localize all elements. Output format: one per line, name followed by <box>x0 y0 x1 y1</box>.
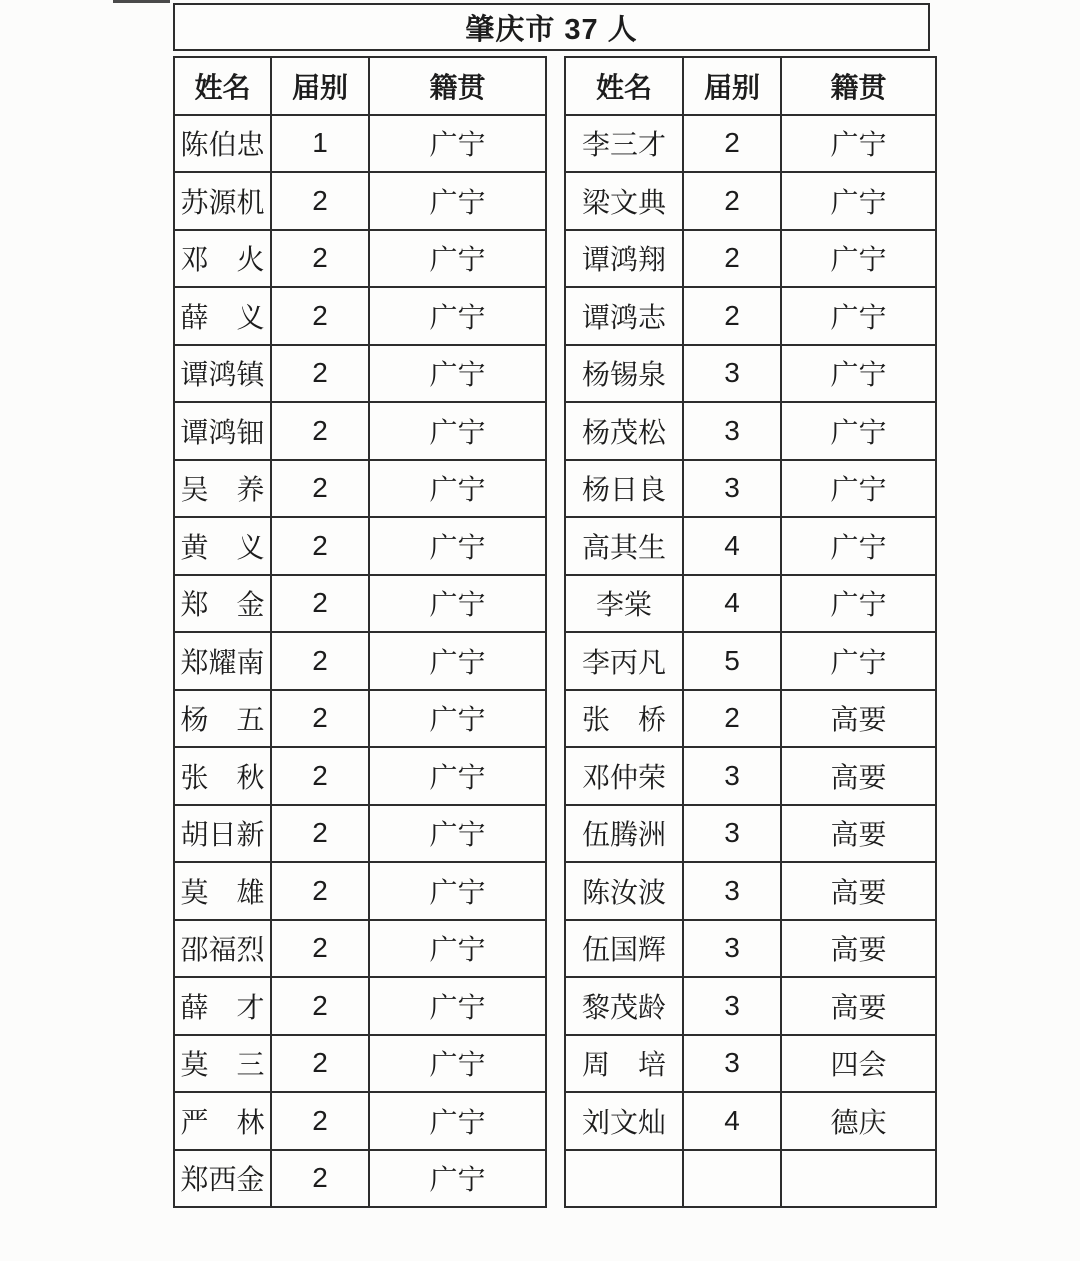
origin-cell: 高要 <box>781 920 936 978</box>
table-row <box>174 402 546 460</box>
scan-artifact-line <box>113 0 170 3</box>
table-row <box>565 747 936 805</box>
class-cell: 2 <box>271 805 369 863</box>
roster-sheet <box>173 3 930 1208</box>
origin-cell: 广宁 <box>369 805 546 863</box>
name-cell: 谭鸿镇 <box>174 345 271 403</box>
name-cell: 陈伯忠 <box>174 115 271 173</box>
origin-cell: 广宁 <box>369 1092 546 1150</box>
class-cell: 2 <box>683 115 781 173</box>
class-cell: 2 <box>271 1035 369 1093</box>
table-row <box>565 632 936 690</box>
origin-cell: 广宁 <box>369 517 546 575</box>
table-row <box>174 287 546 345</box>
origin-cell: 广宁 <box>781 287 936 345</box>
origin-cell: 广宁 <box>781 460 936 518</box>
table-row <box>174 345 546 403</box>
class-cell: 3 <box>683 1035 781 1093</box>
origin-cell: 广宁 <box>369 920 546 978</box>
class-cell: 2 <box>271 230 369 288</box>
class-cell <box>683 1150 781 1208</box>
origin-cell: 广宁 <box>369 115 546 173</box>
table-row <box>565 460 936 518</box>
name-cell: 郑耀南 <box>174 632 271 690</box>
name-cell: 刘文灿 <box>565 1092 683 1150</box>
class-cell: 2 <box>683 230 781 288</box>
name-cell: 梁文典 <box>565 172 683 230</box>
class-cell: 2 <box>683 287 781 345</box>
class-cell: 2 <box>271 1150 369 1208</box>
table-row <box>565 1035 936 1093</box>
origin-cell: 广宁 <box>781 115 936 173</box>
name-cell: 苏源机 <box>174 172 271 230</box>
table-row <box>174 977 546 1035</box>
name-cell: 邓仲荣 <box>565 747 683 805</box>
origin-cell: 广宁 <box>369 747 546 805</box>
name-cell: 郑 金 <box>174 575 271 633</box>
class-cell: 2 <box>271 747 369 805</box>
table-row <box>174 575 546 633</box>
class-cell: 3 <box>683 402 781 460</box>
origin-cell: 广宁 <box>369 690 546 748</box>
class-cell: 4 <box>683 517 781 575</box>
name-cell: 周 培 <box>565 1035 683 1093</box>
table-row <box>174 460 546 518</box>
class-cell: 3 <box>683 805 781 863</box>
class-cell: 2 <box>271 632 369 690</box>
table-row <box>174 1035 546 1093</box>
table-row <box>174 632 546 690</box>
origin-cell: 广宁 <box>369 1035 546 1093</box>
class-cell: 5 <box>683 632 781 690</box>
origin-cell: 高要 <box>781 805 936 863</box>
origin-cell: 广宁 <box>369 345 546 403</box>
table-row <box>565 575 936 633</box>
roster-table-left <box>173 56 547 1208</box>
table-row <box>565 690 936 748</box>
name-cell: 张 桥 <box>565 690 683 748</box>
class-cell: 3 <box>683 460 781 518</box>
table-row <box>174 115 546 173</box>
header-row <box>565 57 936 115</box>
name-cell: 吴 养 <box>174 460 271 518</box>
origin-cell: 广宁 <box>781 345 936 403</box>
table-row <box>565 862 936 920</box>
origin-cell: 广宁 <box>369 575 546 633</box>
class-cell: 3 <box>683 345 781 403</box>
origin-cell: 广宁 <box>369 1150 546 1208</box>
name-cell: 李三才 <box>565 115 683 173</box>
header-row <box>174 57 546 115</box>
name-cell: 郑西金 <box>174 1150 271 1208</box>
name-cell: 杨 五 <box>174 690 271 748</box>
origin-cell: 广宁 <box>369 460 546 518</box>
origin-cell: 高要 <box>781 862 936 920</box>
name-cell: 谭鸿志 <box>565 287 683 345</box>
origin-cell: 广宁 <box>369 230 546 288</box>
origin-cell: 四会 <box>781 1035 936 1093</box>
origin-cell: 广宁 <box>369 977 546 1035</box>
class-cell: 1 <box>271 115 369 173</box>
name-cell: 高其生 <box>565 517 683 575</box>
table-row <box>174 747 546 805</box>
name-cell: 胡日新 <box>174 805 271 863</box>
origin-cell: 德庆 <box>781 1092 936 1150</box>
table-row <box>565 1150 936 1208</box>
name-cell: 莫 雄 <box>174 862 271 920</box>
roster-table-right <box>564 56 937 1208</box>
table-row <box>565 345 936 403</box>
table-row <box>174 230 546 288</box>
origin-cell: 广宁 <box>369 402 546 460</box>
table-row <box>174 1150 546 1208</box>
class-cell: 2 <box>683 690 781 748</box>
column-header-origin: 籍贯 <box>369 57 546 115</box>
table-row <box>565 402 936 460</box>
origin-cell: 广宁 <box>369 862 546 920</box>
table-row <box>565 115 936 173</box>
name-cell: 伍腾洲 <box>565 805 683 863</box>
table-row <box>565 805 936 863</box>
origin-cell: 广宁 <box>781 172 936 230</box>
table-row <box>565 287 936 345</box>
class-cell: 3 <box>683 920 781 978</box>
table-row <box>565 977 936 1035</box>
name-cell: 张 秋 <box>174 747 271 805</box>
origin-cell: 高要 <box>781 690 936 748</box>
name-cell: 陈汝波 <box>565 862 683 920</box>
class-cell: 2 <box>271 977 369 1035</box>
column-header-class: 届别 <box>271 57 369 115</box>
class-cell: 4 <box>683 1092 781 1150</box>
table-row <box>174 920 546 978</box>
table-row <box>174 517 546 575</box>
table-row <box>174 690 546 748</box>
class-cell: 3 <box>683 747 781 805</box>
table-title: 肇庆市 37 人 <box>173 3 930 51</box>
table-row <box>174 862 546 920</box>
name-cell: 黎茂龄 <box>565 977 683 1035</box>
class-cell: 2 <box>683 172 781 230</box>
class-cell: 2 <box>271 575 369 633</box>
origin-cell: 广宁 <box>781 575 936 633</box>
origin-cell: 广宁 <box>781 517 936 575</box>
class-cell: 2 <box>271 287 369 345</box>
table-row <box>174 1092 546 1150</box>
table-row <box>565 230 936 288</box>
column-header-name: 姓名 <box>174 57 271 115</box>
class-cell: 4 <box>683 575 781 633</box>
name-cell: 邓 火 <box>174 230 271 288</box>
class-cell: 2 <box>271 460 369 518</box>
class-cell: 2 <box>271 920 369 978</box>
origin-cell: 广宁 <box>369 287 546 345</box>
table-row <box>565 172 936 230</box>
class-cell: 2 <box>271 1092 369 1150</box>
name-cell: 杨锡泉 <box>565 345 683 403</box>
origin-cell: 广宁 <box>369 172 546 230</box>
name-cell: 谭鸿钿 <box>174 402 271 460</box>
table-row <box>565 517 936 575</box>
class-cell: 3 <box>683 862 781 920</box>
origin-cell: 广宁 <box>781 230 936 288</box>
class-cell: 2 <box>271 690 369 748</box>
class-cell: 2 <box>271 345 369 403</box>
column-header-name: 姓名 <box>565 57 683 115</box>
origin-cell: 广宁 <box>781 402 936 460</box>
column-header-class: 届别 <box>683 57 781 115</box>
origin-cell: 广宁 <box>369 632 546 690</box>
name-cell: 莫 三 <box>174 1035 271 1093</box>
name-cell: 伍国辉 <box>565 920 683 978</box>
origin-cell: 高要 <box>781 747 936 805</box>
name-cell: 邵福烈 <box>174 920 271 978</box>
name-cell: 杨日良 <box>565 460 683 518</box>
name-cell <box>565 1150 683 1208</box>
column-header-origin: 籍贯 <box>781 57 936 115</box>
class-cell: 2 <box>271 172 369 230</box>
table-row <box>565 1092 936 1150</box>
name-cell: 薛 才 <box>174 977 271 1035</box>
name-cell: 严 林 <box>174 1092 271 1150</box>
name-cell: 杨茂松 <box>565 402 683 460</box>
table-row <box>565 920 936 978</box>
name-cell: 李棠 <box>565 575 683 633</box>
name-cell: 谭鸿翔 <box>565 230 683 288</box>
origin-cell: 广宁 <box>781 632 936 690</box>
class-cell: 3 <box>683 977 781 1035</box>
table-row <box>174 172 546 230</box>
table-row <box>174 805 546 863</box>
name-cell: 薛 义 <box>174 287 271 345</box>
class-cell: 2 <box>271 862 369 920</box>
origin-cell <box>781 1150 936 1208</box>
tables-container <box>173 56 930 1208</box>
name-cell: 李丙凡 <box>565 632 683 690</box>
class-cell: 2 <box>271 517 369 575</box>
name-cell: 黄 义 <box>174 517 271 575</box>
class-cell: 2 <box>271 402 369 460</box>
origin-cell: 高要 <box>781 977 936 1035</box>
